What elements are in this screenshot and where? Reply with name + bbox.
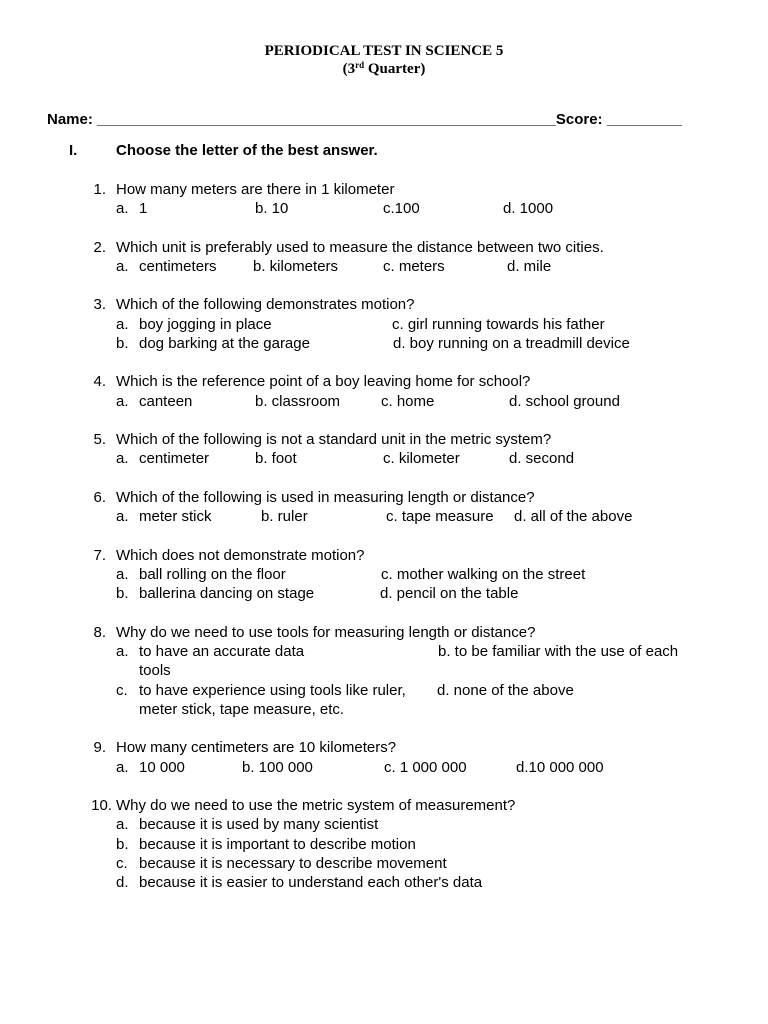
choice-a: boy jogging in place bbox=[139, 316, 272, 333]
choice-letter: a. bbox=[116, 508, 129, 525]
choice-b: b. classroom bbox=[255, 393, 341, 410]
question-text: Which unit is preferably used to measure the distance between two cities. bbox=[116, 239, 604, 256]
question-text: Which does not demonstrate motion? bbox=[116, 547, 365, 564]
question-text: How many centimeters are 10 kilometers? bbox=[116, 739, 397, 756]
choice-d: d. 1000 bbox=[503, 200, 554, 217]
choice-letter: a. bbox=[116, 643, 129, 660]
choice-a: 1 bbox=[139, 200, 148, 217]
choice-letter: c. bbox=[116, 682, 128, 699]
choice-d: because it is easier to understand each other's data bbox=[139, 874, 483, 891]
question-number: 10. bbox=[91, 797, 112, 814]
choice-letter: b. bbox=[116, 335, 129, 352]
question-number: 5. bbox=[93, 431, 106, 448]
section-instruction: Choose the letter of the best answer. bbox=[116, 142, 378, 159]
choice-d: d. school ground bbox=[509, 393, 620, 410]
name-field[interactable]: _______________________________________________________ bbox=[97, 111, 556, 128]
choice-letter: a. bbox=[116, 816, 129, 833]
choice-letter: a. bbox=[116, 450, 129, 467]
ordinal-suffix: rd bbox=[355, 60, 365, 70]
choice-b: b. kilometers bbox=[253, 258, 339, 275]
choice-d: d. all of the above bbox=[514, 508, 633, 525]
choice-b: because it is important to describe motion bbox=[139, 836, 416, 853]
choice-c: c. mother walking on the street bbox=[381, 566, 586, 583]
choice-a: canteen bbox=[139, 393, 193, 410]
choice-a: ball rolling on the floor bbox=[139, 566, 286, 583]
question-text: How many meters are there in 1 kilometer bbox=[116, 181, 395, 198]
section-numeral: I. bbox=[69, 142, 78, 159]
choice-d: d. mile bbox=[507, 258, 552, 275]
choice-b: b. foot bbox=[255, 450, 297, 467]
score-label: Score: bbox=[555, 111, 603, 128]
choice-b: ballerina dancing on stage bbox=[139, 585, 315, 602]
choice-a: centimeter bbox=[139, 450, 210, 467]
choice-letter: a. bbox=[116, 316, 129, 333]
choice-c: c. girl running towards his father bbox=[392, 316, 605, 333]
choice-letter: d. bbox=[116, 874, 129, 891]
choice-d: d. boy running on a treadmill device bbox=[393, 335, 630, 352]
choice-letter: a. bbox=[116, 759, 129, 776]
choice-b: dog barking at the garage bbox=[139, 335, 310, 352]
choice-letter: a. bbox=[116, 258, 129, 275]
choice-d: d. none of the above bbox=[437, 682, 574, 699]
question-number: 1. bbox=[93, 181, 106, 198]
choice-letter: b. bbox=[116, 585, 129, 602]
choice-b-continued: tools bbox=[139, 662, 171, 679]
question-number: 2. bbox=[93, 239, 106, 256]
choice-c: c. kilometer bbox=[383, 450, 460, 467]
choice-letter: c. bbox=[116, 855, 128, 872]
choice-c: c. tape measure bbox=[386, 508, 494, 525]
score-field[interactable]: _________ bbox=[606, 111, 682, 128]
choice-letter: b. bbox=[116, 836, 129, 853]
choice-c: c.100 bbox=[383, 200, 420, 217]
choice-b: b. to be familiar with the use of each bbox=[438, 643, 679, 660]
choice-c: c. home bbox=[381, 393, 435, 410]
choice-c: to have experience using tools like ruler, bbox=[139, 682, 406, 699]
question-number: 9. bbox=[93, 739, 106, 756]
question-text: Which of the following is not a standard unit in the metric system? bbox=[116, 431, 552, 448]
question-text: Which of the following is used in measuring length or distance? bbox=[116, 489, 535, 506]
question-number: 6. bbox=[93, 489, 106, 506]
choice-b: b. ruler bbox=[261, 508, 308, 525]
choice-d: d. second bbox=[509, 450, 575, 467]
choice-a: to have an accurate data bbox=[139, 643, 305, 660]
choice-b: b. 100 000 bbox=[242, 759, 313, 776]
choice-c: because it is necessary to describe movement bbox=[139, 855, 447, 872]
choice-d: d.10 000 000 bbox=[516, 759, 604, 776]
choice-c-continued: meter stick, tape measure, etc. bbox=[139, 701, 345, 718]
question-text: Which of the following demonstrates motion? bbox=[116, 296, 415, 313]
name-label: Name: bbox=[47, 111, 93, 128]
question-number: 8. bbox=[93, 624, 106, 641]
question-number: 3. bbox=[93, 296, 106, 313]
choice-a: 10 000 bbox=[139, 759, 185, 776]
choice-a: meter stick bbox=[139, 508, 212, 525]
choice-c: c. 1 000 000 bbox=[384, 759, 467, 776]
question-number: 4. bbox=[93, 373, 106, 390]
choice-c: c. meters bbox=[383, 258, 445, 275]
choice-a: because it is used by many scientist bbox=[139, 816, 379, 833]
choice-letter: a. bbox=[116, 393, 129, 410]
question-text: Why do we need to use the metric system of measurement? bbox=[116, 797, 516, 814]
choice-a: centimeters bbox=[139, 258, 217, 275]
quarter-subtitle: (3rd Quarter) bbox=[342, 60, 426, 77]
choice-d: d. pencil on the table bbox=[380, 585, 519, 602]
choice-letter: a. bbox=[116, 566, 129, 583]
question-number: 7. bbox=[93, 547, 106, 564]
name-row bbox=[47, 110, 682, 129]
choice-letter: a. bbox=[116, 200, 129, 217]
question-text: Why do we need to use tools for measuring length or distance? bbox=[116, 624, 536, 641]
test-title: PERIODICAL TEST IN SCIENCE 5 bbox=[264, 43, 504, 59]
choice-b: b. 10 bbox=[255, 200, 289, 217]
question-text: Which is the reference point of a boy leaving home for school? bbox=[116, 373, 531, 390]
